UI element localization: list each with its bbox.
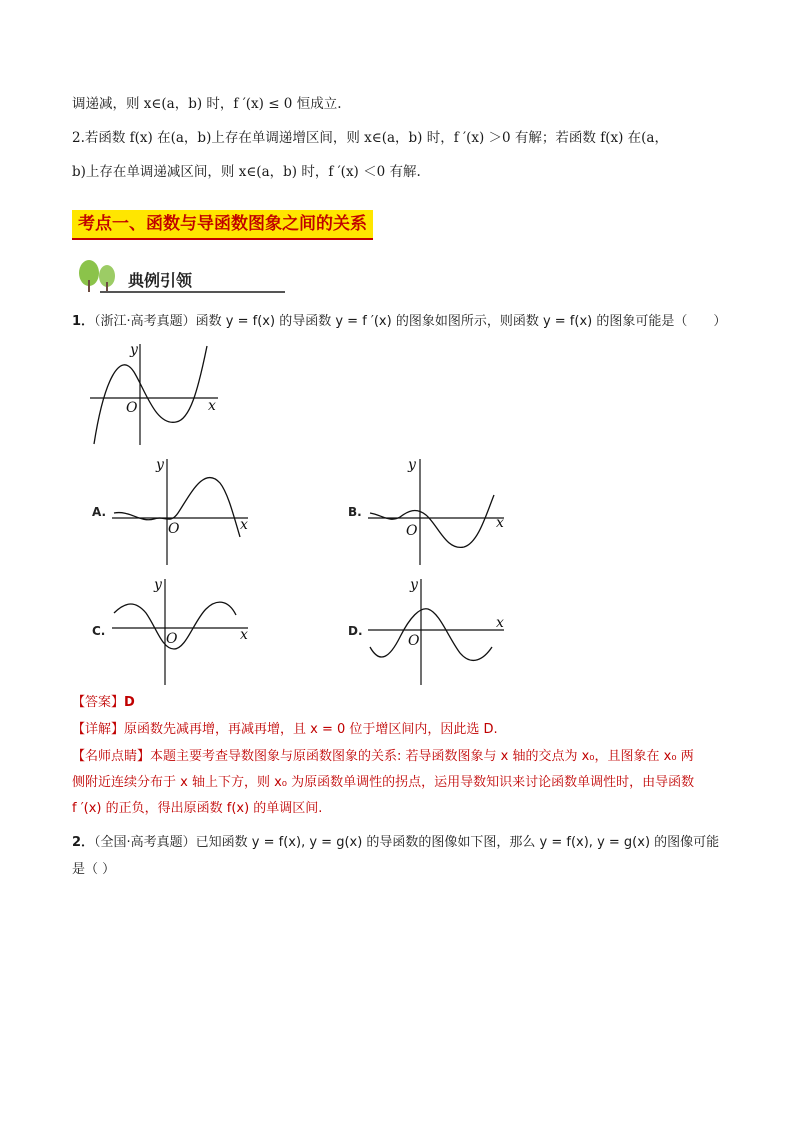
svg-text:O: O — [168, 521, 180, 537]
option-d-label[interactable]: D. — [348, 624, 363, 638]
option-d-graph[interactable] — [368, 575, 518, 687]
derivative-graph — [90, 340, 230, 450]
q2-line-1 — [72, 833, 719, 853]
comment-line-1 — [72, 747, 694, 767]
svg-text:O: O — [166, 631, 178, 647]
q2-line-2: 是（ ） — [72, 862, 116, 877]
comment-line-3: f ′(x) 的正负，得出原函数 f(x) 的单调区间. — [72, 801, 323, 816]
tree-icon — [74, 258, 124, 294]
q1-question: （浙江·高考真题）函数 y = f(x) 的导函数 y = f ′(x) 的图象如图所示，则函数 y = f(x) 的图象可能是（ ） — [94, 314, 727, 329]
comment-line-2: 侧附近连续分布于 x 轴上下方，则 x₀ 为原函数单调性的拐点，运用导数知识来讨论函数单调性时，由导函数 — [72, 775, 695, 790]
q2-number: 2． — [72, 835, 95, 850]
svg-text:y: y — [408, 457, 416, 473]
answer-tag: 【答案】 — [72, 695, 125, 710]
intro-line-1: 调递减，则 x∈(a，b) 时，f ′(x) ≤ 0 恒成立. — [72, 96, 342, 112]
svg-text:x: x — [240, 627, 248, 643]
comment-tag: 【名师点睛】 — [72, 749, 151, 764]
x-label: x — [208, 398, 216, 414]
example-header-label: 典例引领 — [128, 271, 193, 290]
svg-text:O: O — [408, 633, 420, 649]
detail-tag: 【详解】 — [72, 722, 125, 737]
svg-text:x: x — [240, 517, 248, 533]
svg-text:y: y — [156, 457, 164, 473]
option-b-label[interactable]: B. — [348, 505, 362, 519]
option-b-graph[interactable] — [368, 455, 518, 567]
svg-text:x: x — [496, 615, 504, 631]
svg-text:O: O — [406, 523, 418, 539]
intro-line-3: b)上存在单调递减区间，则 x∈(a，b) 时，f ′(x) ＜0 有解. — [72, 164, 421, 180]
q2-text-1: （全国·高考真题）已知函数 y = f(x), y = g(x) 的导函数的图像如下图，那么 y = f(x), y = g(x) 的图像可能 — [94, 835, 720, 850]
derivative-curve — [94, 346, 207, 444]
svg-text:y: y — [154, 577, 162, 593]
answer-line — [72, 693, 135, 713]
intro-line-2: 2.若函数 f(x) 在(a，b)上存在单调递增区间，则 x∈(a，b) 时，f ′(x) ＞0 有解；若函数 f(x) 在(a， — [72, 130, 668, 146]
option-c-label[interactable]: C. — [92, 624, 106, 638]
q1-number: 1． — [72, 314, 95, 329]
detail-line — [72, 720, 498, 740]
y-label: y — [130, 342, 138, 358]
detail-text: 原函数先减再增，再减再增，且 x = 0 位于增区间内，因此选 D. — [124, 722, 498, 737]
example-header-underline — [100, 291, 285, 293]
origin-label: O — [126, 400, 138, 416]
option-c-graph[interactable] — [112, 575, 262, 687]
q1-text — [72, 312, 726, 332]
section-title: 考点一、函数与导函数图象之间的关系 — [72, 210, 373, 240]
option-a-label[interactable]: A. — [92, 505, 107, 519]
example-header — [74, 258, 224, 298]
option-a-graph[interactable] — [112, 455, 262, 567]
comment-text-1: 本题主要考查导数图象与原函数图象的关系: 若导函数图象与 x 轴的交点为 x₀，且图象在 x₀ 两 — [150, 749, 694, 764]
svg-text:x: x — [496, 515, 504, 531]
answer-value: D — [124, 695, 135, 710]
svg-text:y: y — [410, 577, 418, 593]
